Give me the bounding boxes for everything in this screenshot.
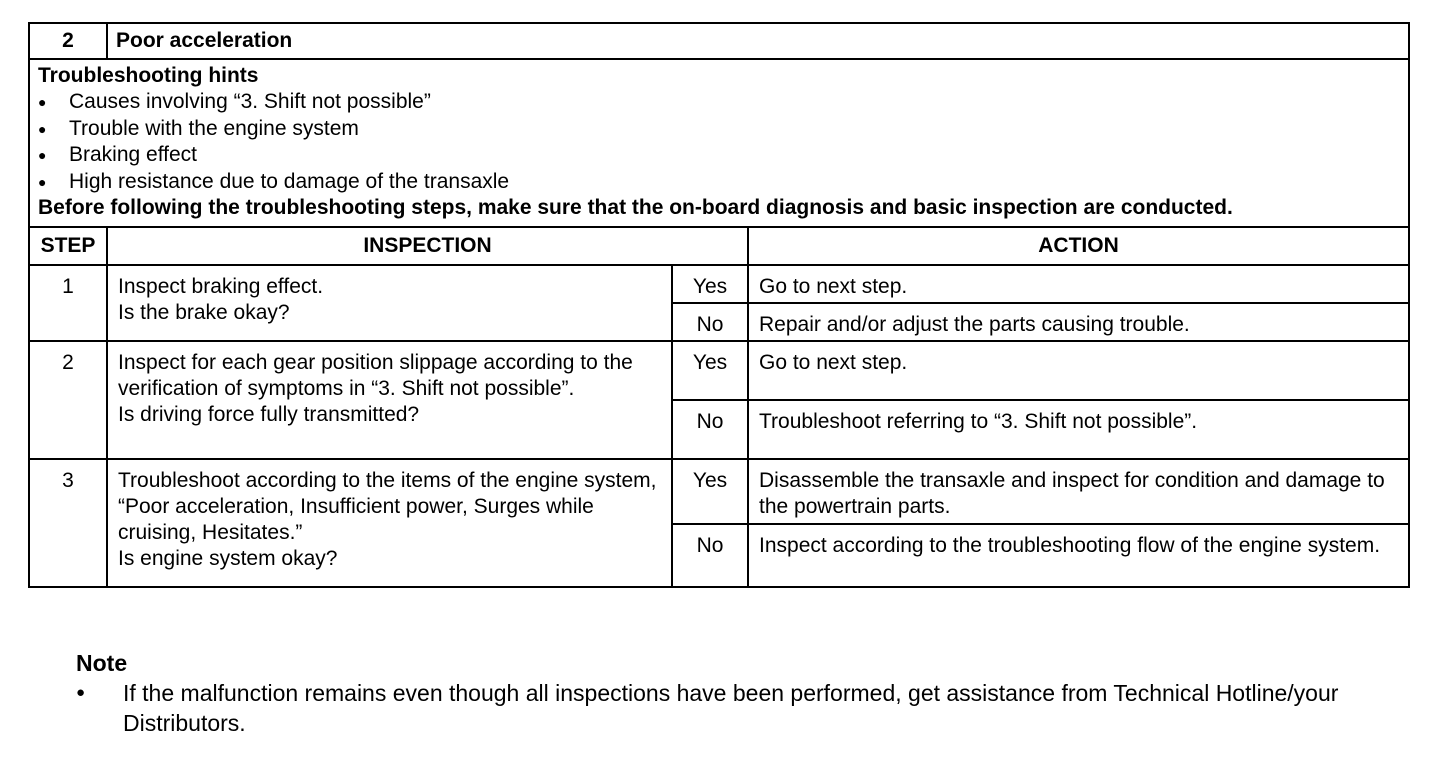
- inspection-text: Inspect for each gear position slippage according to the verification of symptoms in “3. Shift not possible”.: [118, 350, 633, 400]
- column-header-row: [29, 227, 1409, 265]
- bullet-icon: ●: [38, 147, 47, 163]
- hint-text: Trouble with the engine system: [69, 116, 359, 140]
- no-action: Troubleshoot referring to “3. Shift not possible”.: [748, 400, 1409, 459]
- inspection-question: Is the brake okay?: [118, 300, 290, 324]
- step-inspection: [107, 265, 672, 341]
- yes-label: Yes: [672, 341, 748, 400]
- inspection-question: Is engine system okay?: [118, 546, 338, 570]
- table-row: [29, 459, 1409, 524]
- yes-action: Disassemble the transaxle and inspect for condition and damage to the powertrain parts.: [748, 459, 1409, 524]
- step-column-header: STEP: [29, 227, 107, 265]
- step-number: 1: [29, 265, 107, 341]
- no-action: Inspect according to the troubleshooting flow of the engine system.: [748, 524, 1409, 587]
- no-action: Repair and/or adjust the parts causing trouble.: [748, 303, 1409, 341]
- step-inspection: [107, 341, 672, 459]
- hint-item: [38, 89, 1400, 116]
- note-text: If the malfunction remains even though all inspections have been performed, get assistance from Technical Hotline/your Distributors.: [123, 680, 1339, 736]
- symptom-title: Poor acceleration: [107, 23, 1409, 59]
- step-number: 3: [29, 459, 107, 587]
- no-label: No: [672, 524, 748, 587]
- inspection-text: Inspect braking effect.: [118, 274, 324, 298]
- before-steps-note: Before following the troubleshooting steps, make sure that the on-board diagnosis and basic inspection are conducted.: [38, 196, 1233, 219]
- no-label: No: [672, 303, 748, 341]
- bullet-icon: ●: [38, 173, 47, 190]
- note-section: [76, 648, 1396, 738]
- troubleshooting-table: [28, 22, 1410, 588]
- bullet-icon: ●: [38, 94, 47, 110]
- hint-item: [38, 169, 1400, 196]
- inspection-text: Troubleshoot according to the items of the engine system, “Poor acceleration, Insufficient power, Surges while cruising, Hesitates.”: [118, 468, 657, 544]
- hint-text: Causes involving “3. Shift not possible”: [69, 90, 431, 113]
- symptom-number: 2: [29, 23, 107, 59]
- hint-item: [38, 116, 1400, 143]
- bullet-icon: ●: [76, 684, 86, 701]
- table-row: [29, 341, 1409, 400]
- action-column-header: ACTION: [748, 227, 1409, 265]
- hint-text: High resistance due to damage of the transaxle: [69, 169, 510, 193]
- note-title: Note: [76, 650, 128, 676]
- hint-text: Braking effect: [69, 143, 198, 166]
- no-label: No: [672, 400, 748, 459]
- yes-label: Yes: [672, 265, 748, 303]
- hints-row: [29, 59, 1409, 227]
- inspection-column-header: INSPECTION: [107, 227, 748, 265]
- note-item: [76, 678, 1396, 738]
- table-row: [29, 265, 1409, 303]
- hints-title: Troubleshooting hints: [38, 64, 259, 87]
- hint-item: [38, 142, 1400, 169]
- step-number: 2: [29, 341, 107, 459]
- yes-action: Go to next step.: [748, 265, 1409, 303]
- bullet-icon: ●: [38, 120, 47, 137]
- step-inspection: [107, 459, 672, 587]
- title-row: [29, 23, 1409, 59]
- yes-label: Yes: [672, 459, 748, 524]
- yes-action: Go to next step.: [748, 341, 1409, 400]
- troubleshooting-hints: [29, 59, 1409, 227]
- inspection-question: Is driving force fully transmitted?: [118, 402, 420, 426]
- hints-list: [38, 89, 1400, 195]
